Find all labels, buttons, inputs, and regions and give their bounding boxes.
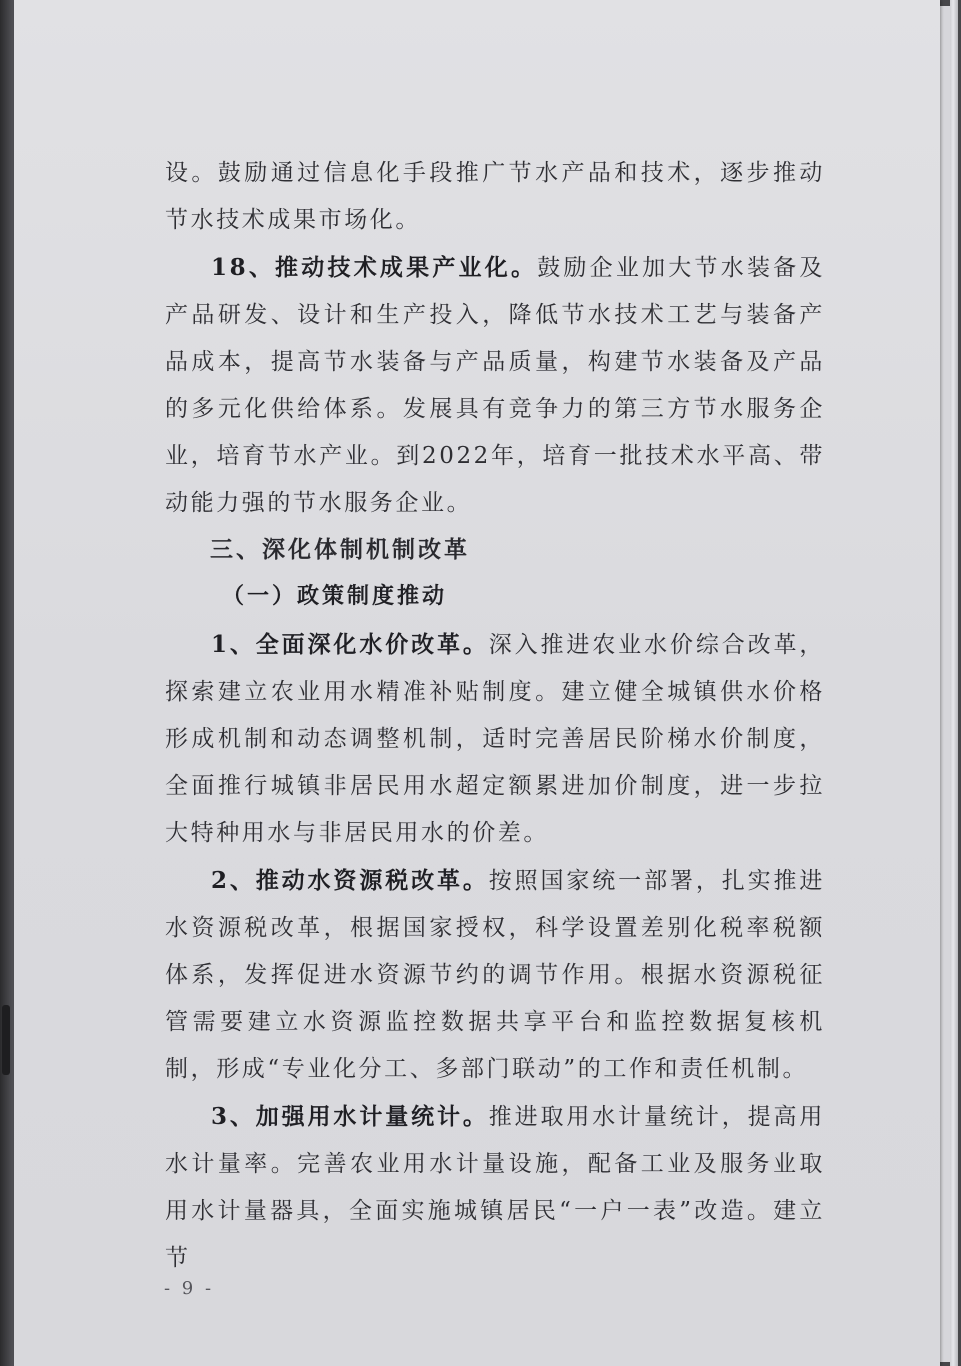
- scan-backdrop: [0, 0, 14, 1366]
- paragraph-text: 设。鼓励通过信息化手段推广节水产品和技术，逐步推动节水技术成果市场化。: [165, 160, 825, 233]
- binder-clip-mark: [2, 1005, 10, 1075]
- paragraph-item-3: [165, 1093, 825, 1282]
- section-heading: 三、深化体制机制改革: [210, 536, 470, 563]
- paragraph-item-2: [165, 857, 825, 1093]
- paragraph-item-18: [165, 244, 825, 527]
- sheet-stack-edge: [950, 0, 958, 1366]
- paragraph-text: 推进取用水计量统计，提高用水计量率。完善农业用水计量设施，配备工业及服务业取用水计量器具，全面实施城镇居民“一户一表”改造。建立节: [165, 1104, 825, 1271]
- paragraph-continuation: [165, 150, 825, 244]
- paragraph-lead: 3、加强用水计量统计。: [211, 1103, 489, 1130]
- paragraph-text: 鼓励企业加大节水装备及产品研发、设计和生产投入，降低节水技术工艺与装备产品成本，提高节水装备与产品质量，构建节水装备及产品的多元化供给体系。发展具有竞争力的第三方节水服务企业，培育节水产业。到2022年，培育一批技术水平高、带动能力强的节水服务企业。: [165, 255, 825, 516]
- paragraph-text: 深入推进农业水价综合改革，探索建立农业用水精准补贴制度。建立健全城镇供水价格形成机制和动态调整机制，适时完善居民阶梯水价制度，全面推行城镇非居民用水超定额累进加价制度，进一步拉大特种用水与非居民用水的价差。: [165, 632, 825, 846]
- paragraph-text: 按照国家统一部署，扎实推进水资源税改革，根据国家授权，科学设置差别化税率税额体系，发挥促进水资源节约的调节作用。根据水资源税征管需要建立水资源监控数据共享平台和监控数据复核机制，形成“专业化分工、多部门联动”的工作和责任机制。: [165, 868, 825, 1082]
- paragraph-lead: 1、全面深化水价改革。: [211, 631, 489, 658]
- page-number: - 9 -: [164, 1278, 215, 1299]
- paragraph-lead: 2、推动水资源税改革。: [211, 867, 489, 894]
- paragraph-lead: 18、推动技术成果产业化。: [211, 254, 538, 281]
- paragraph-item-1: [165, 621, 825, 857]
- subsection-heading: （一）政策制度推动: [222, 583, 448, 609]
- document-page: [14, 0, 940, 1366]
